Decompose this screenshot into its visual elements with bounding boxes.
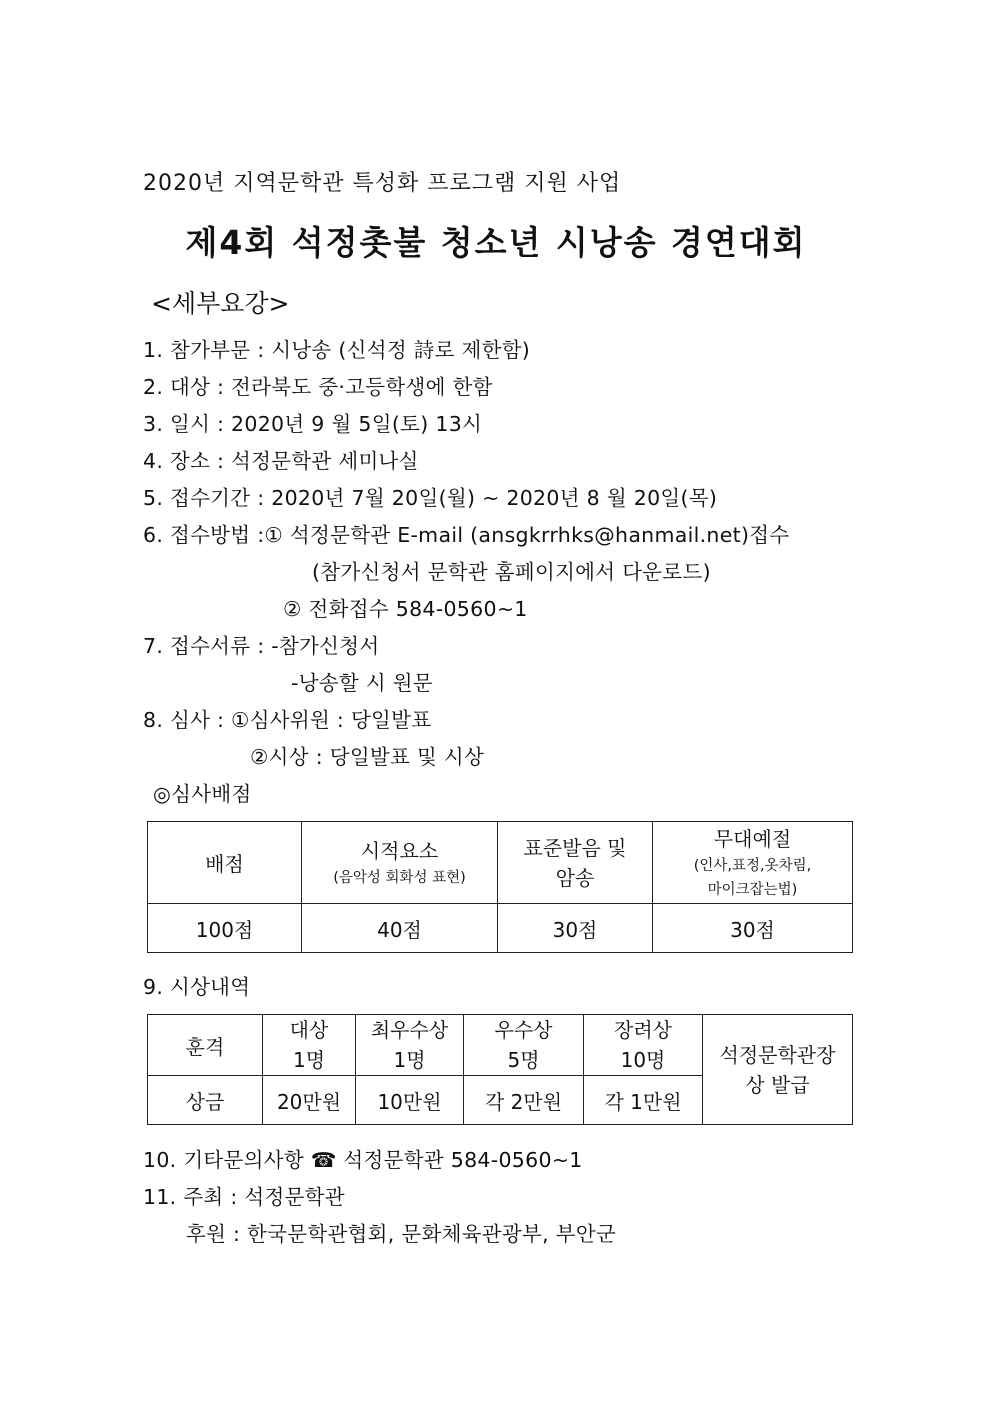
item-method-note: (참가신청서 문학관 홈페이지에서 다운로드) xyxy=(312,560,711,584)
award-header-label: 훈격 xyxy=(148,1015,263,1076)
score-poetic: 40점 xyxy=(302,904,498,953)
award-grand: 대상 1명 xyxy=(263,1015,356,1076)
prize-encouragement: 각 1만원 xyxy=(584,1076,703,1125)
item-period: 5. 접수기간 : 2020년 7월 20일(월) ~ 2020년 8 월 20일(목) xyxy=(143,486,718,510)
award-excellence: 최우수상 1명 xyxy=(356,1015,464,1076)
score-header-pronunciation: 표준발음 및 암송 xyxy=(498,822,653,904)
award-issuer: 석정문학관장 상 발급 xyxy=(703,1015,853,1125)
item-sponsor: 후원 : 한국문학관협회, 문화체육관광부, 부안군 xyxy=(186,1222,617,1246)
item-inquiry: 10. 기타문의사항 ☎ 석정문학관 584-0560~1 xyxy=(143,1148,583,1172)
scoring-table xyxy=(147,821,853,953)
score-header-manner: 무대예절 (인사,표정,옷차림, 마이크잡는법) xyxy=(653,822,853,904)
page-title: 제4회 석정촛불 청소년 시낭송 경연대회 xyxy=(185,223,807,262)
item-documents-2: -낭송할 시 원문 xyxy=(291,671,433,695)
award-encouragement: 장려상 10명 xyxy=(584,1015,703,1076)
prize-merit: 각 2만원 xyxy=(464,1076,584,1125)
score-manner: 30점 xyxy=(653,904,853,953)
item-awards: 9. 시상내역 xyxy=(143,975,251,999)
award-merit: 우수상 5명 xyxy=(464,1015,584,1076)
prize-excellence: 10만원 xyxy=(356,1076,464,1125)
score-header-label: 배점 xyxy=(148,822,302,904)
item-category: 1. 참가부문 : 시낭송 (신석정 詩로 제한함) xyxy=(143,338,531,362)
prize-label: 상금 xyxy=(148,1076,263,1125)
prize-grand: 20만원 xyxy=(263,1076,356,1125)
section-heading: <세부요강> xyxy=(151,289,290,318)
awards-table xyxy=(147,1014,853,1125)
item-venue: 4. 장소 : 석정문학관 세미나실 xyxy=(143,449,419,473)
scoring-label: ◎심사배점 xyxy=(153,782,252,806)
score-header-poetic: 시적요소 (음악성 회화성 표현) xyxy=(302,822,498,904)
item-judging-award: ②시상 : 당일발표 및 시상 xyxy=(250,745,485,769)
item-documents: 7. 접수서류 : -참가신청서 xyxy=(143,634,380,658)
item-method-phone: ② 전화접수 584-0560~1 xyxy=(283,597,528,621)
score-pronunciation: 30점 xyxy=(498,904,653,953)
item-host: 11. 주최 : 석정문학관 xyxy=(143,1185,345,1209)
program-subtitle: 2020년 지역문학관 특성화 프로그램 지원 사업 xyxy=(143,171,622,196)
item-judging: 8. 심사 : ①심사위원 : 당일발표 xyxy=(143,708,432,732)
item-date: 3. 일시 : 2020년 9 월 5일(토) 13시 xyxy=(143,412,483,436)
score-total: 100점 xyxy=(148,904,302,953)
item-method-email: 6. 접수방법 :① 석정문학관 E-mail (ansgkrrhks@hanmail.net)접수 xyxy=(143,523,790,547)
item-eligibility: 2. 대상 : 전라북도 중·고등학생에 한함 xyxy=(143,375,493,399)
